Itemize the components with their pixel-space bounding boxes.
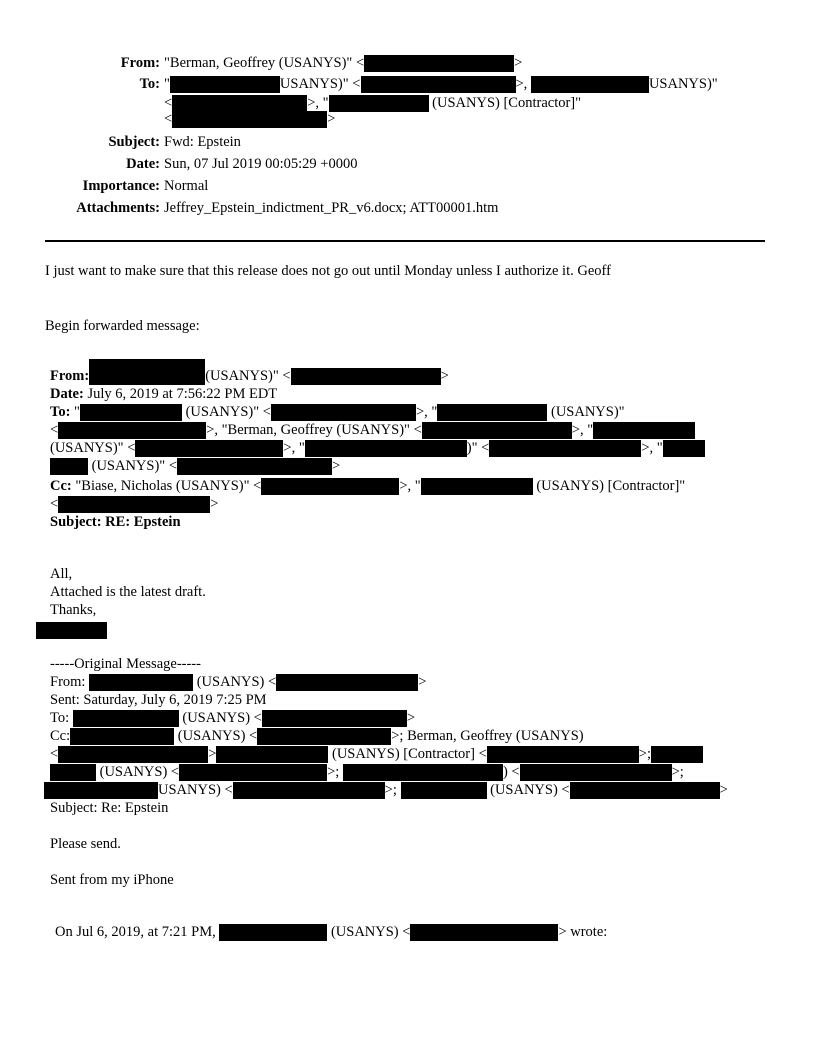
redaction-block xyxy=(89,359,205,385)
orig-reply: Please send. xyxy=(50,836,121,852)
redaction-block xyxy=(233,782,385,799)
redaction-block xyxy=(651,746,703,763)
orig-to-line: To: (USANYS) < > xyxy=(50,710,416,726)
redaction-block xyxy=(271,404,416,421)
fwd-date-line: Date: July 6, 2019 at 7:56:22 PM EDT xyxy=(50,386,278,402)
redaction-block xyxy=(172,95,307,112)
orig-subject: Subject: Re: Epstein xyxy=(50,800,169,816)
original-divider: -----Original Message----- xyxy=(50,656,201,672)
redaction-block xyxy=(80,404,182,421)
redaction-block xyxy=(50,458,88,475)
redaction-block xyxy=(58,422,206,439)
to-line-3: < > xyxy=(164,111,336,127)
redaction-block xyxy=(219,924,327,941)
redaction-block xyxy=(531,76,649,93)
redaction-block xyxy=(410,924,558,941)
redaction-block xyxy=(422,422,572,439)
redaction-block xyxy=(36,622,107,639)
redaction-block xyxy=(276,674,418,691)
intro-text: I just want to make sure that this release does not go out until Monday unless I authorize it. Geoff xyxy=(45,263,611,279)
fwd-to-line-4: (USANYS)" < > xyxy=(50,458,340,475)
redaction-block xyxy=(663,440,705,457)
redaction-block xyxy=(89,674,193,691)
from-name: "Berman, Geoffrey (USANYS)" < xyxy=(164,55,365,71)
fwd-subject: Subject: RE: Epstein xyxy=(50,514,181,530)
orig-cc-line-1: Cc: (USANYS) < >; Berman, Geoffrey (USANYS) xyxy=(50,728,584,744)
to-line-1: " USANYS)" < >, USANYS)" xyxy=(164,76,718,92)
redaction-block xyxy=(177,458,332,475)
subject-value: Fwd: Epstein xyxy=(164,134,241,150)
redaction-block xyxy=(520,764,672,781)
redaction-block xyxy=(291,368,441,385)
redaction-block xyxy=(487,746,639,763)
redaction-block xyxy=(257,728,391,745)
fwd-from-line: From: (USANYS)" < > xyxy=(50,368,449,385)
fwd-from-label: From: xyxy=(50,368,90,384)
redaction-block xyxy=(343,764,503,781)
redaction-block xyxy=(170,76,280,93)
fwd-cc-line-2: < > xyxy=(50,496,219,512)
orig-from-line: From: (USANYS) < > xyxy=(50,674,427,690)
redaction-block xyxy=(58,496,210,513)
attachments-value: Jeffrey_Epstein_indictment_PR_v6.docx; ATT00001.htm xyxy=(164,200,499,216)
importance-label: Importance: xyxy=(82,178,160,194)
fwd-to-line-2: < >, "Berman, Geoffrey (USANYS)" < >, " xyxy=(50,422,695,439)
redaction-block xyxy=(179,764,327,781)
date-label: Date: xyxy=(126,156,160,172)
date-value: Sun, 07 Jul 2019 00:05:29 +0000 xyxy=(164,156,358,172)
attachments-label: Attachments: xyxy=(76,200,160,216)
fwd-message: Attached is the latest draft. xyxy=(50,584,206,600)
redaction-block xyxy=(50,764,96,781)
redaction-block xyxy=(135,440,283,457)
redaction-block xyxy=(216,746,328,763)
redaction-block xyxy=(172,111,327,128)
redaction-block xyxy=(261,478,399,495)
fwd-signature xyxy=(36,622,107,639)
importance-value: Normal xyxy=(164,178,209,194)
subject-label: Subject: xyxy=(108,134,160,150)
fwd-greeting: All, xyxy=(50,566,73,582)
orig-cc-line-4: USANYS) < >; (USANYS) < > xyxy=(44,782,728,799)
orig-on-line: On Jul 6, 2019, at 7:21 PM, (USANYS) < > wrote: xyxy=(55,924,608,940)
redaction-block xyxy=(570,782,720,799)
redaction-block xyxy=(401,782,487,799)
fwd-to-line-3: (USANYS)" < >, " )" < >, " xyxy=(50,440,705,457)
redaction-block xyxy=(305,440,467,457)
orig-cc-line-2: < > (USANYS) [Contractor] < >; xyxy=(50,746,703,763)
orig-sent-line: Sent: Saturday, July 6, 2019 7:25 PM xyxy=(50,692,267,708)
fwd-cc-line-1: Cc: "Biase, Nicholas (USANYS)" < >, " (USANYS) [Contractor]" xyxy=(50,478,686,494)
redaction-block xyxy=(364,55,514,72)
redaction-block xyxy=(421,478,533,495)
begin-forwarded-text: Begin forwarded message: xyxy=(45,318,200,334)
orig-signature: Sent from my iPhone xyxy=(50,872,174,888)
orig-cc-line-3: (USANYS) < >; ) < >; xyxy=(50,764,684,781)
redaction-block xyxy=(437,404,547,421)
redaction-block xyxy=(329,95,429,112)
redaction-block xyxy=(44,782,158,799)
redaction-block xyxy=(262,710,407,727)
redaction-block xyxy=(73,710,179,727)
redaction-block xyxy=(361,76,516,93)
from-value: "Berman, Geoffrey (USANYS)" < > xyxy=(164,55,523,71)
redaction-block xyxy=(70,728,174,745)
to-label: To: xyxy=(139,76,160,92)
redaction-block xyxy=(58,746,208,763)
redaction-block xyxy=(593,422,695,439)
fwd-thanks: Thanks, xyxy=(50,602,97,618)
header-divider xyxy=(45,240,765,242)
from-label: From: xyxy=(120,55,160,71)
to-line-2: < >, " (USANYS) [Contractor]" xyxy=(164,95,582,111)
redaction-block xyxy=(489,440,641,457)
fwd-to-line-1: To: " (USANYS)" < >, " (USANYS)" xyxy=(50,404,625,420)
